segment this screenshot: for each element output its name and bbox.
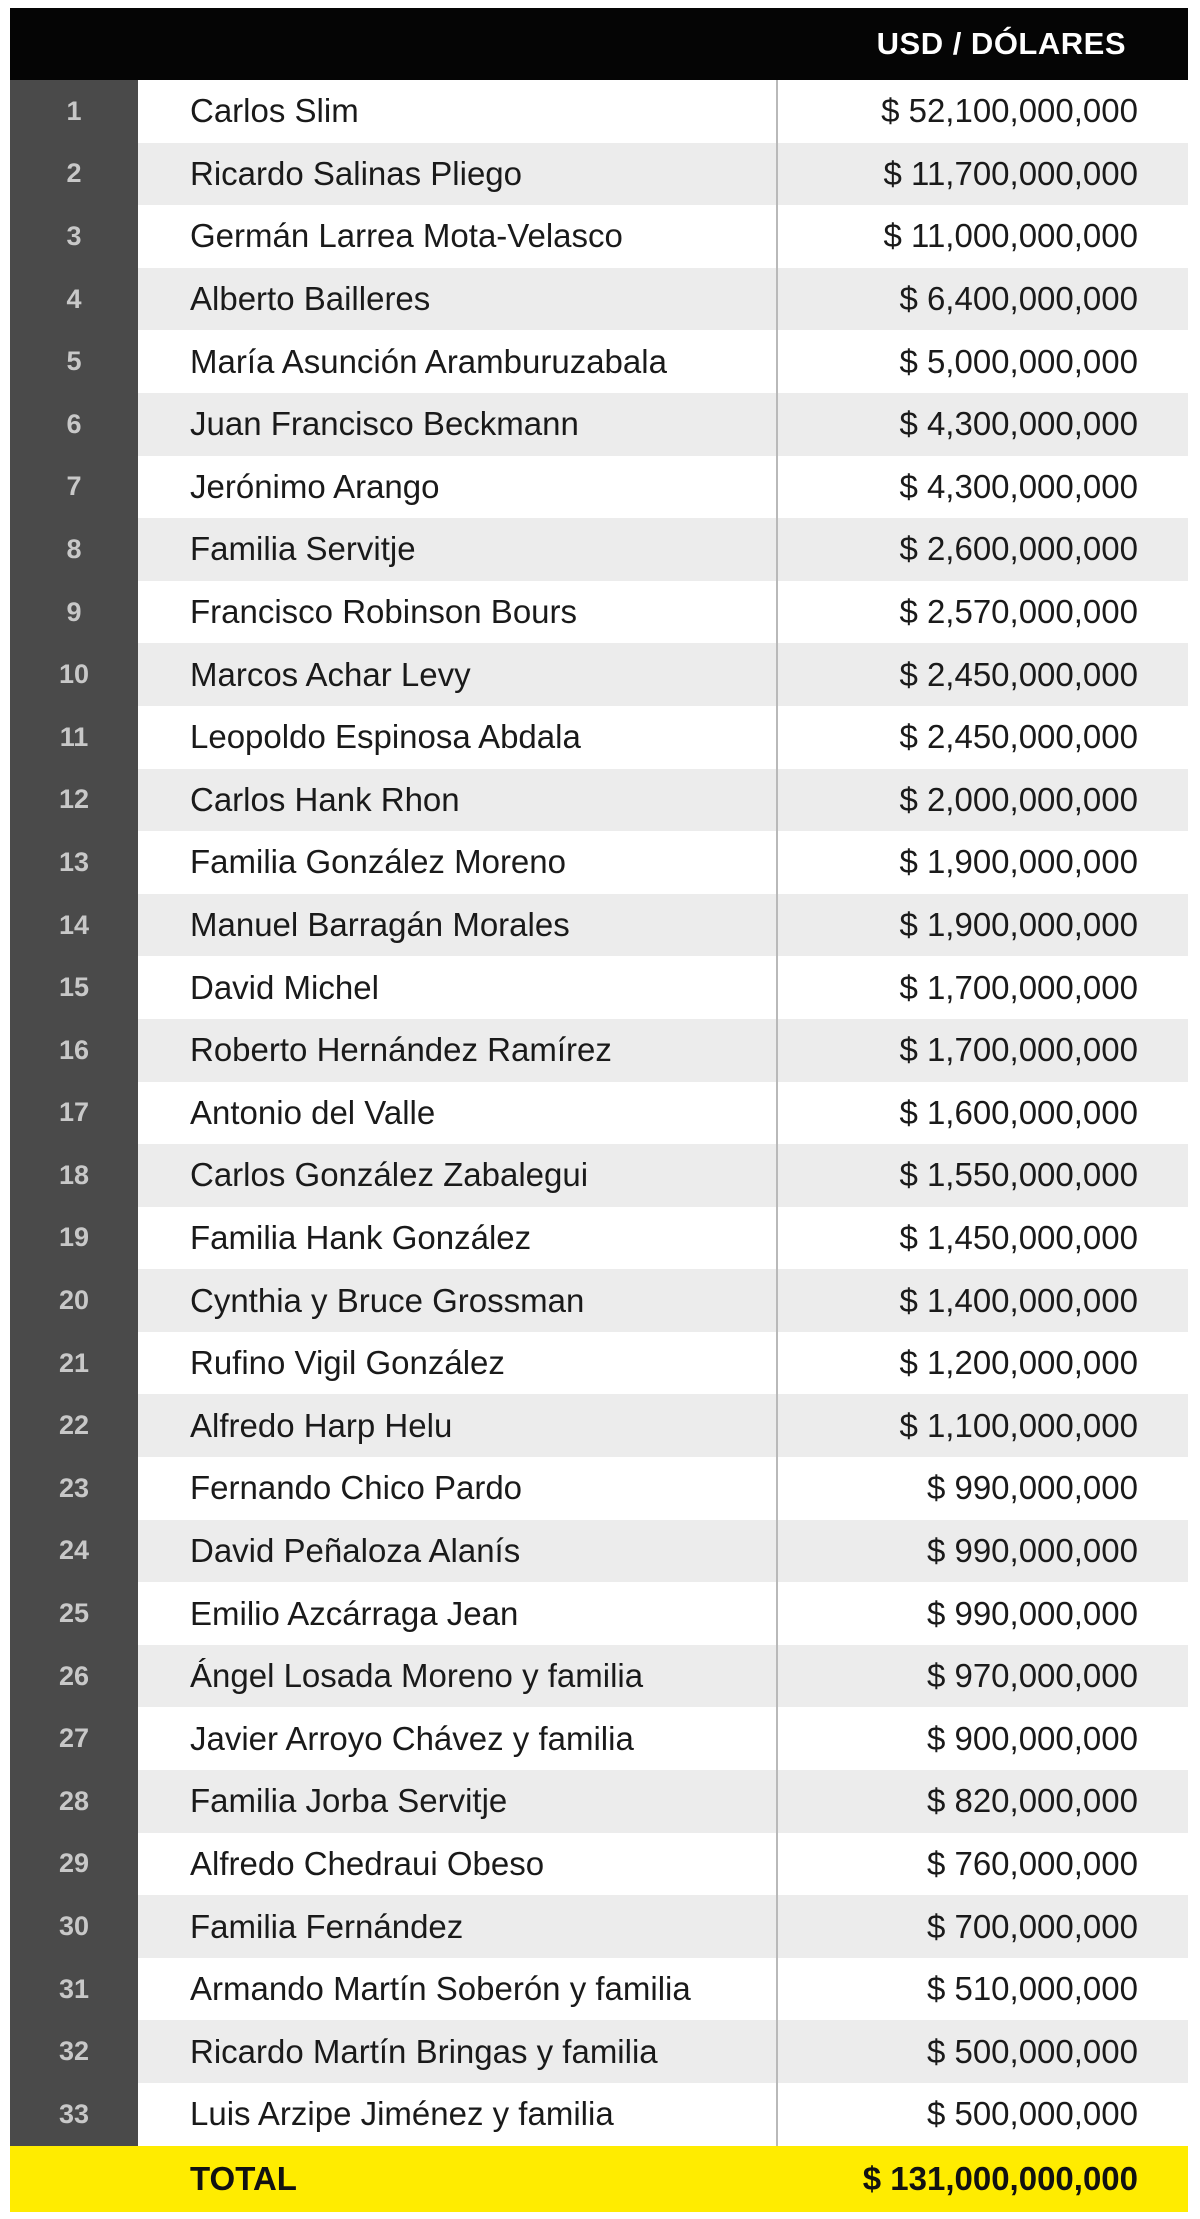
table-row bbox=[10, 1833, 1188, 1896]
rank-cell: 8 bbox=[10, 518, 138, 581]
name-cell: Francisco Robinson Bours bbox=[138, 581, 778, 644]
amount-cell: $ 2,000,000,000 bbox=[778, 769, 1188, 832]
name-cell: Fernando Chico Pardo bbox=[138, 1457, 778, 1520]
table-row bbox=[10, 2020, 1188, 2083]
amount-cell: $ 4,300,000,000 bbox=[778, 393, 1188, 456]
name-cell: Manuel Barragán Morales bbox=[138, 894, 778, 957]
ranking-table bbox=[10, 8, 1188, 2212]
table-row bbox=[10, 1082, 1188, 1145]
table-row bbox=[10, 643, 1188, 706]
name-cell: Ángel Losada Moreno y familia bbox=[138, 1645, 778, 1708]
name-cell: Carlos Hank Rhon bbox=[138, 769, 778, 832]
amount-cell: $ 2,600,000,000 bbox=[778, 518, 1188, 581]
rank-cell: 31 bbox=[10, 1958, 138, 2021]
table-row bbox=[10, 1645, 1188, 1708]
table-row bbox=[10, 205, 1188, 268]
rank-cell: 2 bbox=[10, 143, 138, 206]
rank-cell: 10 bbox=[10, 643, 138, 706]
currency-column-header: USD / DÓLARES bbox=[876, 26, 1126, 61]
name-cell: David Peñaloza Alanís bbox=[138, 1520, 778, 1583]
rank-cell: 5 bbox=[10, 330, 138, 393]
rank-cell: 24 bbox=[10, 1520, 138, 1583]
rank-cell: 32 bbox=[10, 2020, 138, 2083]
table-row bbox=[10, 706, 1188, 769]
name-cell: Ricardo Martín Bringas y familia bbox=[138, 2020, 778, 2083]
amount-cell: $ 760,000,000 bbox=[778, 1833, 1188, 1896]
rank-cell: 7 bbox=[10, 456, 138, 519]
table-row bbox=[10, 143, 1188, 206]
table-row bbox=[10, 1019, 1188, 1082]
rank-cell: 13 bbox=[10, 831, 138, 894]
amount-cell: $ 5,000,000,000 bbox=[778, 330, 1188, 393]
rank-cell: 14 bbox=[10, 894, 138, 957]
amount-cell: $ 1,100,000,000 bbox=[778, 1394, 1188, 1457]
rank-cell: 6 bbox=[10, 393, 138, 456]
amount-cell: $ 1,900,000,000 bbox=[778, 831, 1188, 894]
rank-cell: 29 bbox=[10, 1833, 138, 1896]
amount-cell: $ 1,700,000,000 bbox=[778, 956, 1188, 1019]
name-cell: Antonio del Valle bbox=[138, 1082, 778, 1145]
rank-cell: 3 bbox=[10, 205, 138, 268]
rank-cell: 16 bbox=[10, 1019, 138, 1082]
amount-cell: $ 820,000,000 bbox=[778, 1770, 1188, 1833]
rank-cell: 23 bbox=[10, 1457, 138, 1520]
rank-cell: 18 bbox=[10, 1144, 138, 1207]
table-body bbox=[10, 80, 1188, 2146]
table-row bbox=[10, 1394, 1188, 1457]
table-row bbox=[10, 1770, 1188, 1833]
rank-cell: 21 bbox=[10, 1332, 138, 1395]
amount-cell: $ 510,000,000 bbox=[778, 1958, 1188, 2021]
name-cell: Germán Larrea Mota-Velasco bbox=[138, 205, 778, 268]
name-cell: Familia Servitje bbox=[138, 518, 778, 581]
table-row bbox=[10, 894, 1188, 957]
table-row bbox=[10, 1457, 1188, 1520]
total-label: TOTAL bbox=[190, 2159, 297, 2197]
table-row bbox=[10, 1332, 1188, 1395]
name-cell: Rufino Vigil González bbox=[138, 1332, 778, 1395]
amount-cell: $ 11,000,000,000 bbox=[778, 205, 1188, 268]
rank-cell: 19 bbox=[10, 1207, 138, 1270]
amount-cell: $ 1,600,000,000 bbox=[778, 1082, 1188, 1145]
name-cell: María Asunción Aramburuzabala bbox=[138, 330, 778, 393]
amount-cell: $ 1,900,000,000 bbox=[778, 894, 1188, 957]
table-row bbox=[10, 1144, 1188, 1207]
name-cell: Armando Martín Soberón y familia bbox=[138, 1958, 778, 2021]
rank-cell: 26 bbox=[10, 1645, 138, 1708]
name-cell: Ricardo Salinas Pliego bbox=[138, 143, 778, 206]
amount-cell: $ 970,000,000 bbox=[778, 1645, 1188, 1708]
name-cell: Alfredo Chedraui Obeso bbox=[138, 1833, 778, 1896]
name-cell: Emilio Azcárraga Jean bbox=[138, 1582, 778, 1645]
amount-cell: $ 990,000,000 bbox=[778, 1582, 1188, 1645]
rank-cell: 4 bbox=[10, 268, 138, 331]
rank-cell: 27 bbox=[10, 1707, 138, 1770]
name-cell: Leopoldo Espinosa Abdala bbox=[138, 706, 778, 769]
name-cell: Carlos Slim bbox=[138, 80, 778, 143]
table-row bbox=[10, 268, 1188, 331]
amount-cell: $ 1,550,000,000 bbox=[778, 1144, 1188, 1207]
name-cell: Alfredo Harp Helu bbox=[138, 1394, 778, 1457]
amount-cell: $ 1,200,000,000 bbox=[778, 1332, 1188, 1395]
amount-cell: $ 2,450,000,000 bbox=[778, 706, 1188, 769]
table-row bbox=[10, 1207, 1188, 1270]
table-row bbox=[10, 456, 1188, 519]
name-cell: Juan Francisco Beckmann bbox=[138, 393, 778, 456]
amount-cell: $ 4,300,000,000 bbox=[778, 456, 1188, 519]
name-cell: Marcos Achar Levy bbox=[138, 643, 778, 706]
table-row bbox=[10, 393, 1188, 456]
table-header bbox=[10, 8, 1188, 80]
name-cell: Alberto Bailleres bbox=[138, 268, 778, 331]
name-cell: Jerónimo Arango bbox=[138, 456, 778, 519]
rank-cell: 22 bbox=[10, 1394, 138, 1457]
amount-cell: $ 990,000,000 bbox=[778, 1520, 1188, 1583]
name-cell: Luis Arzipe Jiménez y familia bbox=[138, 2083, 778, 2146]
table-row bbox=[10, 1582, 1188, 1645]
amount-cell: $ 1,450,000,000 bbox=[778, 1207, 1188, 1270]
table-row bbox=[10, 831, 1188, 894]
rank-cell: 30 bbox=[10, 1895, 138, 1958]
rank-cell: 11 bbox=[10, 706, 138, 769]
name-cell: Javier Arroyo Chávez y familia bbox=[138, 1707, 778, 1770]
amount-cell: $ 500,000,000 bbox=[778, 2083, 1188, 2146]
table-row bbox=[10, 1958, 1188, 2021]
name-cell: Roberto Hernández Ramírez bbox=[138, 1019, 778, 1082]
table-row bbox=[10, 1707, 1188, 1770]
rank-cell: 17 bbox=[10, 1082, 138, 1145]
amount-cell: $ 1,700,000,000 bbox=[778, 1019, 1188, 1082]
amount-cell: $ 700,000,000 bbox=[778, 1895, 1188, 1958]
amount-cell: $ 52,100,000,000 bbox=[778, 80, 1188, 143]
table-row bbox=[10, 330, 1188, 393]
amount-cell: $ 500,000,000 bbox=[778, 2020, 1188, 2083]
name-cell: Cynthia y Bruce Grossman bbox=[138, 1269, 778, 1332]
rank-cell: 12 bbox=[10, 769, 138, 832]
amount-cell: $ 990,000,000 bbox=[778, 1457, 1188, 1520]
rank-cell: 28 bbox=[10, 1770, 138, 1833]
total-value: $ 131,000,000,000 bbox=[862, 2159, 1138, 2197]
name-cell: Familia González Moreno bbox=[138, 831, 778, 894]
name-cell: Familia Jorba Servitje bbox=[138, 1770, 778, 1833]
rank-cell: 15 bbox=[10, 956, 138, 1019]
name-cell: Familia Hank González bbox=[138, 1207, 778, 1270]
name-cell: Familia Fernández bbox=[138, 1895, 778, 1958]
total-row bbox=[10, 2146, 1188, 2212]
amount-cell: $ 2,450,000,000 bbox=[778, 643, 1188, 706]
rank-cell: 1 bbox=[10, 80, 138, 143]
table-row bbox=[10, 581, 1188, 644]
table-row bbox=[10, 80, 1188, 143]
table-row bbox=[10, 1269, 1188, 1332]
amount-cell: $ 2,570,000,000 bbox=[778, 581, 1188, 644]
rank-cell: 9 bbox=[10, 581, 138, 644]
rank-cell: 20 bbox=[10, 1269, 138, 1332]
table-row bbox=[10, 2083, 1188, 2146]
table-row bbox=[10, 518, 1188, 581]
name-cell: David Michel bbox=[138, 956, 778, 1019]
rank-cell: 33 bbox=[10, 2083, 138, 2146]
name-cell: Carlos González Zabalegui bbox=[138, 1144, 778, 1207]
amount-cell: $ 6,400,000,000 bbox=[778, 268, 1188, 331]
table-row bbox=[10, 769, 1188, 832]
amount-cell: $ 900,000,000 bbox=[778, 1707, 1188, 1770]
amount-cell: $ 1,400,000,000 bbox=[778, 1269, 1188, 1332]
rank-cell: 25 bbox=[10, 1582, 138, 1645]
table-row bbox=[10, 956, 1188, 1019]
table-row bbox=[10, 1520, 1188, 1583]
amount-cell: $ 11,700,000,000 bbox=[778, 143, 1188, 206]
table-row bbox=[10, 1895, 1188, 1958]
